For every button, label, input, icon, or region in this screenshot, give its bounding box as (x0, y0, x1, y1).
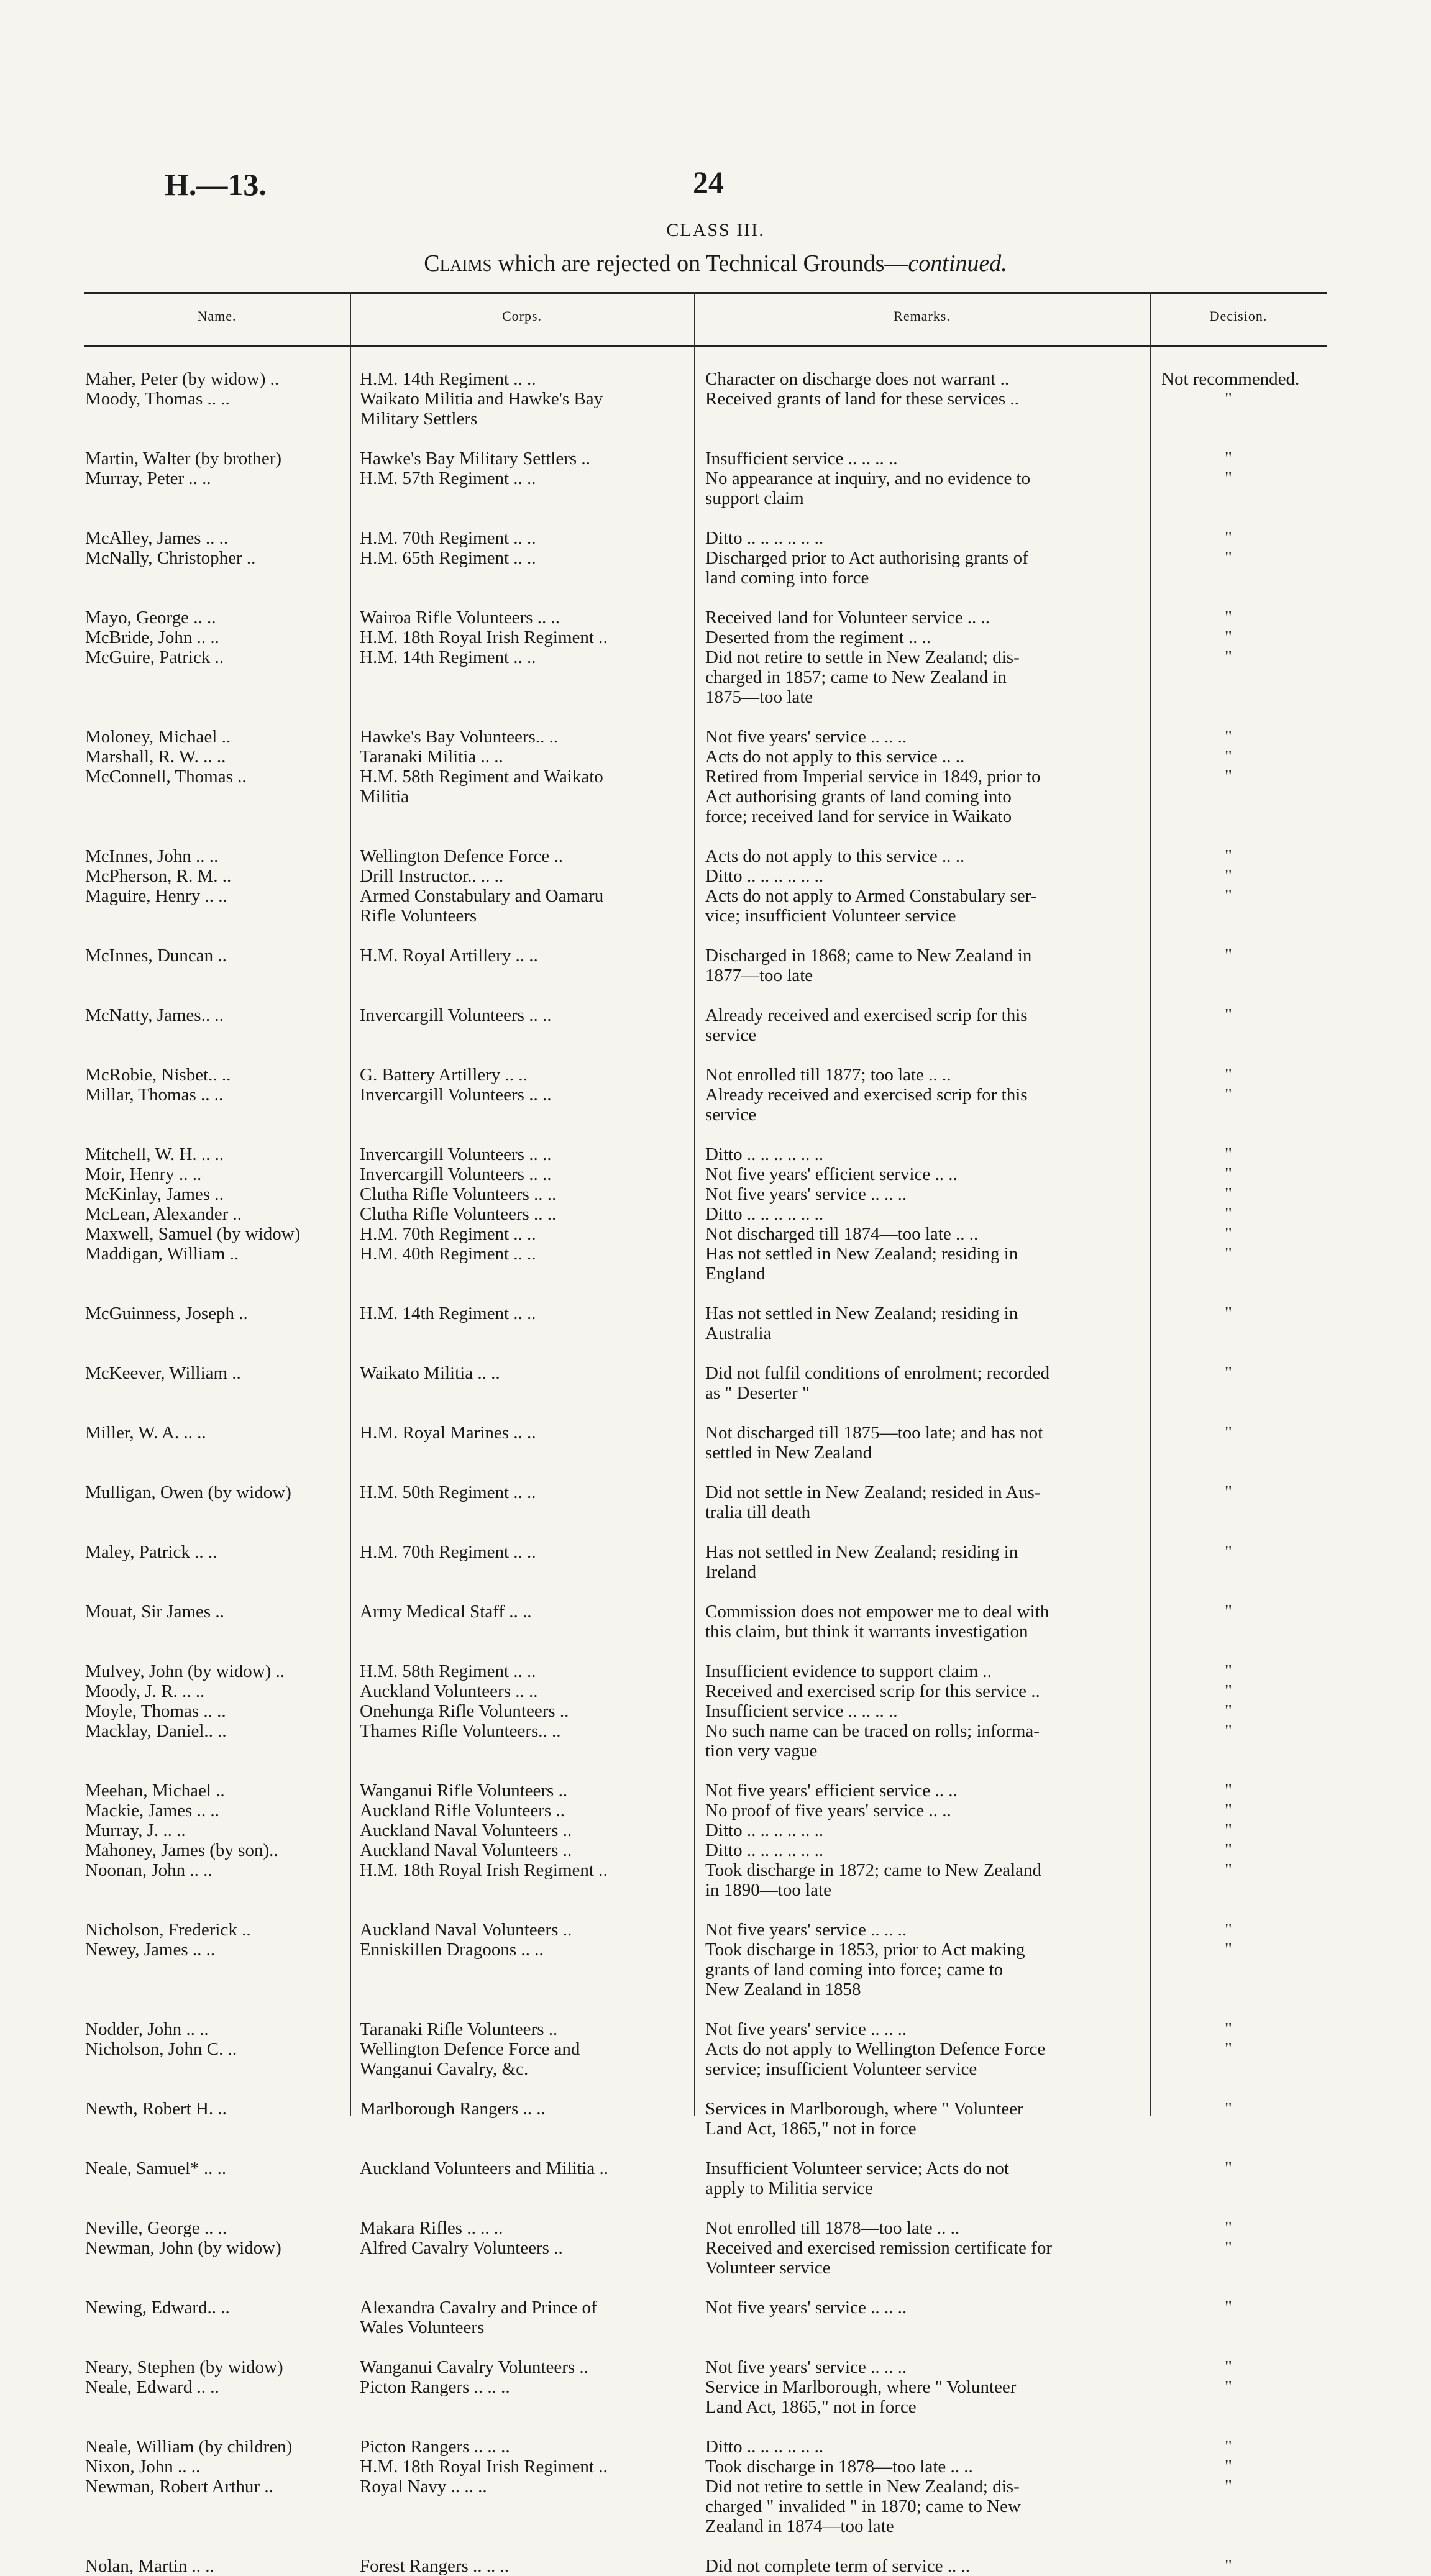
table-row (84, 2019, 1327, 2039)
cell-remarks: Took discharge in 1853, prior to Act making grants of land coming into force; came to New Zealand in 1858 (705, 1940, 1025, 1999)
table-row (84, 647, 1327, 707)
cell-name: Mayo, George .. .. (85, 608, 216, 628)
cell-name: McConnell, Thomas .. (85, 767, 247, 787)
cell-decision: " (1225, 1065, 1232, 1085)
cell-name: Mackie, James .. .. (85, 1801, 219, 1820)
cell-decision: " (1225, 647, 1232, 667)
cell-corps: Waikato Militia .. .. (360, 1363, 500, 1383)
cell-corps: H.M. 58th Regiment .. .. (360, 1661, 536, 1681)
cell-remarks: Has not settled in New Zealand; residing in Australia (705, 1304, 1018, 1343)
cell-corps: Alfred Cavalry Volunteers .. (360, 2238, 563, 2258)
cell-remarks: Deserted from the regiment .. .. (705, 628, 931, 647)
table-row (84, 1204, 1327, 1224)
cell-corps: Enniskillen Dragoons .. .. (360, 1940, 544, 1960)
cell-decision: " (1225, 389, 1232, 409)
cell-remarks: Acts do not apply to this service .. .. (705, 846, 965, 866)
table-row (84, 1224, 1327, 1244)
table-body (84, 369, 1327, 2576)
cell-name: McKinlay, James .. (85, 1184, 224, 1204)
table-row (84, 886, 1327, 926)
cell-corps: Clutha Rifle Volunteers .. .. (360, 1204, 557, 1224)
cell-remarks: Not enrolled till 1877; too late .. .. (705, 1065, 951, 1085)
cell-corps: H.M. 58th Regiment and Waikato Militia (360, 767, 603, 806)
cell-decision: " (1225, 866, 1232, 886)
cell-corps: Clutha Rifle Volunteers .. .. (360, 1184, 557, 1204)
cell-name: Miller, W. A. .. .. (85, 1423, 206, 1443)
cell-name: Noonan, John .. .. (85, 1860, 213, 1880)
cell-decision: " (1225, 1144, 1232, 1164)
cell-name: McPherson, R. M. .. (85, 866, 232, 886)
cell-corps: H.M. 18th Royal Irish Regiment .. (360, 1860, 608, 1880)
table-row (84, 1363, 1327, 1403)
cell-decision: " (1225, 2238, 1232, 2258)
cell-name: Newman, John (by widow) (85, 2238, 281, 2258)
cell-remarks: Insufficient evidence to support claim .. (705, 1661, 992, 1681)
table-row (84, 2556, 1327, 2576)
table-row (84, 1423, 1327, 1463)
cell-name: Newth, Robert H. .. (85, 2099, 227, 2119)
cell-remarks: Did not retire to settle in New Zealand; dis- charged " invalided " in 1870; came to New Zealand in 1874—too late (705, 2477, 1021, 2536)
cell-name: Mahoney, James (by son).. (85, 1840, 278, 1860)
cell-name: Moloney, Michael .. (85, 727, 231, 747)
cell-decision: " (1225, 2477, 1232, 2496)
table-row (84, 866, 1327, 886)
cell-decision: " (1225, 1602, 1232, 1622)
cell-decision: " (1225, 1701, 1232, 1721)
cell-corps: Auckland Naval Volunteers .. (360, 1840, 572, 1860)
cell-name: Nicholson, Frederick .. (85, 1920, 251, 1940)
cell-decision: " (1225, 1721, 1232, 1741)
cell-name: Moody, Thomas .. .. (85, 389, 230, 409)
table-row (84, 1085, 1327, 1125)
cell-decision: " (1225, 1204, 1232, 1224)
cell-decision: " (1225, 2158, 1232, 2178)
cell-name: Neary, Stephen (by widow) (85, 2357, 283, 2377)
cell-decision: " (1225, 886, 1232, 906)
cell-name: McInnes, John .. .. (85, 846, 219, 866)
cell-remarks: Not enrolled till 1878—too late .. .. (705, 2218, 960, 2238)
cell-decision: " (1225, 1482, 1232, 1502)
cell-decision: " (1225, 1920, 1232, 1940)
cell-name: Mulvey, John (by widow) .. (85, 1661, 285, 1681)
cell-decision: " (1225, 767, 1232, 787)
table-row (84, 1304, 1327, 1343)
table-row (84, 628, 1327, 647)
cell-decision: " (1225, 608, 1232, 628)
cell-name: McLean, Alexander .. (85, 1204, 242, 1224)
cell-remarks: Not five years' service .. .. .. (705, 2019, 907, 2039)
cell-decision: " (1225, 1164, 1232, 1184)
cell-corps: Wanganui Cavalry Volunteers .. (360, 2357, 588, 2377)
cell-decision: " (1225, 846, 1232, 866)
cell-decision: " (1225, 2437, 1232, 2457)
cell-remarks: Not discharged till 1874—too late .. .. (705, 1224, 979, 1244)
cell-decision: " (1225, 2457, 1232, 2477)
table-row (84, 2357, 1327, 2377)
table-row (84, 1840, 1327, 1860)
cell-remarks: Did not settle in New Zealand; resided in Aus- tralia till death (705, 1482, 1041, 1522)
table-row (84, 1184, 1327, 1204)
table-row (84, 1065, 1327, 1085)
cell-corps: H.M. 40th Regiment .. .. (360, 1244, 536, 1264)
table-row (84, 1542, 1327, 1582)
table-subtitle (0, 250, 1431, 277)
cell-corps: Army Medical Staff .. .. (360, 1602, 532, 1622)
cell-corps: Thames Rifle Volunteers.. .. (360, 1721, 561, 1741)
cell-decision: " (1225, 628, 1232, 647)
cell-decision: " (1225, 2039, 1232, 2059)
cell-corps: Makara Rifles .. .. .. (360, 2218, 503, 2238)
cell-corps: Auckland Volunteers .. .. (360, 1681, 538, 1701)
cell-corps: Invercargill Volunteers .. .. (360, 1144, 552, 1164)
cell-name: Macklay, Daniel.. .. (85, 1721, 227, 1741)
cell-remarks: Not five years' efficient service .. .. (705, 1781, 958, 1801)
cell-remarks: Ditto .. .. .. .. .. .. (705, 866, 824, 886)
table-row (84, 2457, 1327, 2477)
table-row (84, 846, 1327, 866)
cell-decision: " (1225, 1224, 1232, 1244)
cell-corps: Picton Rangers .. .. .. (360, 2437, 510, 2457)
cell-name: Newing, Edward.. .. (85, 2298, 230, 2318)
cell-remarks: Acts do not apply to Armed Constabulary ser- vice; insufficient Volunteer service (705, 886, 1037, 926)
cell-remarks: Not five years' service .. .. .. (705, 727, 907, 747)
cell-name: McBride, John .. .. (85, 628, 219, 647)
cell-remarks: Service in Marlborough, where " Volunteer Land Act, 1865," not in force (705, 2377, 1017, 2417)
cell-remarks: Received land for Volunteer service .. .. (705, 608, 990, 628)
cell-corps: Auckland Naval Volunteers .. (360, 1920, 572, 1940)
cell-name: McKeever, William .. (85, 1363, 241, 1383)
subtitle-main: which are rejected on Technical Grounds— (491, 250, 908, 276)
cell-corps: H.M. 70th Regiment .. .. (360, 528, 536, 548)
table-row (84, 548, 1327, 588)
cell-remarks: Did not retire to settle in New Zealand; dis- charged in 1857; came to New Zealand in 1875—too late (705, 647, 1020, 707)
cell-remarks: Did not complete term of service .. .. (705, 2556, 971, 2576)
cell-decision: " (1225, 548, 1232, 568)
cell-remarks: Not discharged till 1875—too late; and has not settled in New Zealand (705, 1423, 1043, 1463)
cell-corps: Armed Constabulary and Oamaru Rifle Volunteers (360, 886, 604, 926)
cell-corps: Wanganui Rifle Volunteers .. (360, 1781, 568, 1801)
table-row (84, 2039, 1327, 2079)
table-row (84, 1801, 1327, 1820)
cell-remarks: Ditto .. .. .. .. .. .. (705, 1820, 824, 1840)
cell-decision: " (1225, 2099, 1232, 2119)
table-row (84, 1721, 1327, 1761)
cell-name: Maher, Peter (by widow) .. (85, 369, 280, 389)
cell-remarks: Ditto .. .. .. .. .. .. (705, 528, 824, 548)
cell-corps: Waikato Militia and Hawke's Bay Military Settlers (360, 389, 603, 429)
cell-decision: " (1225, 1681, 1232, 1701)
table-row (84, 468, 1327, 508)
cell-name: McGuire, Patrick .. (85, 647, 224, 667)
class-title: CLASS III. (666, 220, 765, 240)
cell-decision: " (1225, 449, 1232, 468)
cell-decision: " (1225, 1363, 1232, 1383)
cell-decision: " (1225, 2218, 1232, 2238)
cell-name: McNatty, James.. .. (85, 1005, 224, 1025)
cell-remarks: Discharged prior to Act authorising grants of land coming into force (705, 548, 1028, 588)
cell-remarks: No proof of five years' service .. .. (705, 1801, 951, 1820)
cell-remarks: Already received and exercised scrip for this service (705, 1005, 1028, 1045)
cell-remarks: Retired from Imperial service in 1849, prior to Act authorising grants of land coming into force; received land for service in Waikato (705, 767, 1041, 826)
cell-decision: " (1225, 1085, 1232, 1105)
table-row (84, 1681, 1327, 1701)
table-row (84, 1005, 1327, 1045)
cell-corps: H.M. 14th Regiment .. .. (360, 1304, 536, 1323)
cell-corps: Hawke's Bay Military Settlers .. (360, 449, 590, 468)
cell-decision: " (1225, 2357, 1232, 2377)
table-row (84, 1482, 1327, 1522)
table-row (84, 1144, 1327, 1164)
cell-corps: Wellington Defence Force and Wanganui Cavalry, &c. (360, 2039, 580, 2079)
cell-name: Meehan, Michael .. (85, 1781, 225, 1801)
cell-remarks: Did not fulfil conditions of enrolment; recorded as " Deserter " (705, 1363, 1050, 1403)
page-number: 24 (693, 165, 724, 199)
cell-decision: " (1225, 1423, 1232, 1443)
cell-corps: Wairoa Rifle Volunteers .. .. (360, 608, 560, 628)
table-row (84, 1602, 1327, 1642)
cell-corps: G. Battery Artillery .. .. (360, 1065, 528, 1085)
table-row (84, 1781, 1327, 1801)
cell-corps: Onehunga Rifle Volunteers .. (360, 1701, 569, 1721)
table-row (84, 449, 1327, 468)
cell-remarks: Ditto .. .. .. .. .. .. (705, 2437, 824, 2457)
table-row (84, 369, 1327, 389)
cell-corps: Forest Rangers .. .. .. (360, 2556, 510, 2576)
cell-decision: Not recommended. (1161, 369, 1300, 389)
table-row (84, 1920, 1327, 1940)
cell-remarks: No appearance at inquiry, and no evidence to support claim (705, 468, 1031, 508)
cell-remarks: Acts do not apply to this service .. .. (705, 747, 965, 767)
table-row (84, 1661, 1327, 1681)
cell-name: Mulligan, Owen (by widow) (85, 1482, 291, 1502)
cell-name: Mitchell, W. H. .. .. (85, 1144, 224, 1164)
cell-remarks: Discharged in 1868; came to New Zealand in 1877—too late (705, 946, 1032, 985)
cell-name: Moyle, Thomas .. .. (85, 1701, 226, 1721)
cell-decision: " (1225, 747, 1232, 767)
cell-corps: Picton Rangers .. .. .. (360, 2377, 510, 2397)
cell-remarks: No such name can be traced on rolls; informa- tion very vague (705, 1721, 1040, 1761)
cell-remarks: Not five years' service .. .. .. (705, 1184, 907, 1204)
cell-name: Maxwell, Samuel (by widow) (85, 1224, 301, 1244)
cell-remarks: Ditto .. .. .. .. .. .. (705, 1144, 824, 1164)
cell-decision: " (1225, 1860, 1232, 1880)
cell-corps: H.M. Royal Marines .. .. (360, 1423, 536, 1443)
cell-decision: " (1225, 1661, 1232, 1681)
cell-decision: " (1225, 2556, 1232, 2576)
cell-corps: H.M. 65th Regiment .. .. (360, 548, 536, 568)
cell-name: McInnes, Duncan .. (85, 946, 227, 966)
table-row (84, 1820, 1327, 1840)
cell-name: Neale, Samuel* .. .. (85, 2158, 227, 2178)
cell-name: Neale, Edward .. .. (85, 2377, 219, 2397)
cell-name: Moir, Henry .. .. (85, 1164, 202, 1184)
cell-corps: H.M. 18th Royal Irish Regiment .. (360, 2457, 608, 2477)
cell-corps: Invercargill Volunteers .. .. (360, 1085, 552, 1105)
cell-remarks: Received and exercised scrip for this service .. (705, 1681, 1040, 1701)
cell-corps: Invercargill Volunteers .. .. (360, 1005, 552, 1025)
header-corps: Corps. (501, 308, 542, 324)
cell-corps: Auckland Naval Volunteers .. (360, 1820, 572, 1840)
cell-remarks: Received and exercised remission certificate for Volunteer service (705, 2238, 1052, 2278)
cell-decision: " (1225, 727, 1232, 747)
cell-corps: H.M. 14th Regiment .. .. (360, 647, 536, 667)
cell-name: McRobie, Nisbet.. .. (85, 1065, 231, 1085)
cell-decision: " (1225, 1184, 1232, 1204)
cell-decision: " (1225, 1005, 1232, 1025)
cell-corps: Marlborough Rangers .. .. (360, 2099, 546, 2119)
cell-corps: H.M. 18th Royal Irish Regiment .. (360, 628, 608, 647)
cell-corps: H.M. 50th Regiment .. .. (360, 1482, 536, 1502)
table-top-rule (84, 292, 1327, 294)
cell-corps: Alexandra Cavalry and Prince of Wales Volunteers (360, 2298, 597, 2337)
cell-remarks: Acts do not apply to Wellington Defence Force service; insufficient Volunteer service (705, 2039, 1046, 2079)
cell-remarks: Received grants of land for these services .. (705, 389, 1019, 409)
cell-decision: " (1225, 1304, 1232, 1323)
claims-table (84, 292, 1327, 2576)
header-name: Name. (197, 308, 237, 324)
cell-decision: " (1225, 1781, 1232, 1801)
cell-name: Maley, Patrick .. .. (85, 1542, 217, 1562)
cell-name: Nicholson, John C. .. (85, 2039, 237, 2059)
cell-name: Maddigan, William .. (85, 1244, 239, 1264)
cell-corps: Royal Navy .. .. .. (360, 2477, 487, 2496)
table-row (84, 389, 1327, 429)
table-row (84, 2238, 1327, 2278)
table-row (84, 747, 1327, 767)
cell-corps: Hawke's Bay Volunteers.. .. (360, 727, 559, 747)
table-row (84, 946, 1327, 985)
cell-remarks: Insufficient service .. .. .. .. (705, 1701, 898, 1721)
cell-decision: " (1225, 2019, 1232, 2039)
table-row (84, 1701, 1327, 1721)
table-row (84, 1940, 1327, 1999)
cell-decision: " (1225, 528, 1232, 548)
cell-decision: " (1225, 1940, 1232, 1960)
cell-decision: " (1225, 1840, 1232, 1860)
cell-remarks: Services in Marlborough, where " Volunteer Land Act, 1865," not in force (705, 2099, 1023, 2139)
cell-decision: " (1225, 2298, 1232, 2318)
cell-name: Newey, James .. .. (85, 1940, 216, 1960)
cell-decision: " (1225, 1801, 1232, 1820)
header-remarks: Remarks. (894, 308, 951, 324)
cell-corps: H.M. 70th Regiment .. .. (360, 1542, 536, 1562)
cell-corps: Auckland Rifle Volunteers .. (360, 1801, 565, 1820)
cell-corps: Auckland Volunteers and Militia .. (360, 2158, 609, 2178)
table-header-rule (84, 345, 1327, 347)
cell-name: Murray, J. .. .. (85, 1820, 186, 1840)
cell-name: Nixon, John .. .. (85, 2457, 201, 2477)
cell-name: Neville, George .. .. (85, 2218, 227, 2238)
table-row (84, 2218, 1327, 2238)
cell-remarks: Has not settled in New Zealand; residing in Ireland (705, 1542, 1018, 1582)
cell-remarks: Already received and exercised scrip for this service (705, 1085, 1028, 1125)
cell-remarks: Ditto .. .. .. .. .. .. (705, 1204, 824, 1224)
cell-decision: " (1225, 1542, 1232, 1562)
cell-remarks: Insufficient Volunteer service; Acts do not apply to Militia service (705, 2158, 1009, 2198)
cell-name: Millar, Thomas .. .. (85, 1085, 224, 1105)
cell-name: Nodder, John .. .. (85, 2019, 209, 2039)
table-row (84, 767, 1327, 826)
table-row (84, 2298, 1327, 2337)
cell-name: Martin, Walter (by brother) (85, 449, 282, 468)
cell-name: McAlley, James .. .. (85, 528, 229, 548)
table-row (84, 608, 1327, 628)
table-row (84, 2377, 1327, 2417)
cell-remarks: Ditto .. .. .. .. .. .. (705, 1840, 824, 1860)
cell-corps: Drill Instructor.. .. .. (360, 866, 504, 886)
cell-name: McNally, Christopher .. (85, 548, 256, 568)
cell-decision: " (1225, 468, 1232, 488)
subtitle-continued: continued. (908, 250, 1007, 276)
cell-corps: Taranaki Rifle Volunteers .. (360, 2019, 558, 2039)
cell-name: McGuinness, Joseph .. (85, 1304, 248, 1323)
subtitle-claims: Claims (424, 250, 492, 276)
cell-name: Marshall, R. W. .. .. (85, 747, 226, 767)
cell-corps: Invercargill Volunteers .. .. (360, 1164, 552, 1184)
cell-decision: " (1225, 946, 1232, 966)
cell-corps: H.M. Royal Artillery .. .. (360, 946, 538, 966)
cell-name: Maguire, Henry .. .. (85, 886, 227, 906)
table-row (84, 1164, 1327, 1184)
table-row (84, 2437, 1327, 2457)
page-code: H.—13. (165, 167, 267, 202)
cell-remarks: Has not settled in New Zealand; residing in England (705, 1244, 1018, 1284)
header-decision: Decision. (1209, 308, 1268, 324)
cell-remarks: Took discharge in 1878—too late .. .. (705, 2457, 973, 2477)
cell-corps: Taranaki Militia .. .. (360, 747, 503, 767)
table-row (84, 1244, 1327, 1284)
table-row (84, 528, 1327, 548)
table-row (84, 2477, 1327, 2536)
cell-decision: " (1225, 1244, 1232, 1264)
cell-remarks: Not five years' efficient service .. .. (705, 1164, 958, 1184)
cell-name: Neale, William (by children) (85, 2437, 293, 2457)
cell-name: Mouat, Sir James .. (85, 1602, 224, 1622)
table-row (84, 727, 1327, 747)
table-row (84, 2158, 1327, 2198)
cell-remarks: Not five years' service .. .. .. (705, 2357, 907, 2377)
cell-name: Moody, J. R. .. .. (85, 1681, 205, 1701)
cell-corps: Wellington Defence Force .. (360, 846, 564, 866)
cell-remarks: Commission does not empower me to deal with this claim, but think it warrants investigation (705, 1602, 1049, 1642)
cell-remarks: Not five years' service .. .. .. (705, 2298, 907, 2318)
cell-remarks: Took discharge in 1872; came to New Zealand in 1890—too late (705, 1860, 1042, 1900)
cell-corps: H.M. 14th Regiment .. .. (360, 369, 536, 389)
table-row (84, 2099, 1327, 2139)
cell-name: Nolan, Martin .. .. (85, 2556, 214, 2576)
cell-remarks: Insufficient service .. .. .. .. (705, 449, 898, 468)
cell-corps: H.M. 70th Regiment .. .. (360, 1224, 536, 1244)
cell-decision: " (1225, 1820, 1232, 1840)
table-row (84, 1860, 1327, 1900)
cell-name: Newman, Robert Arthur .. (85, 2477, 273, 2496)
cell-corps: H.M. 57th Regiment .. .. (360, 468, 536, 488)
cell-remarks: Character on discharge does not warrant .. (705, 369, 1010, 389)
cell-decision: " (1225, 2377, 1232, 2397)
cell-name: Murray, Peter .. .. (85, 468, 211, 488)
cell-remarks: Not five years' service .. .. .. (705, 1920, 907, 1940)
